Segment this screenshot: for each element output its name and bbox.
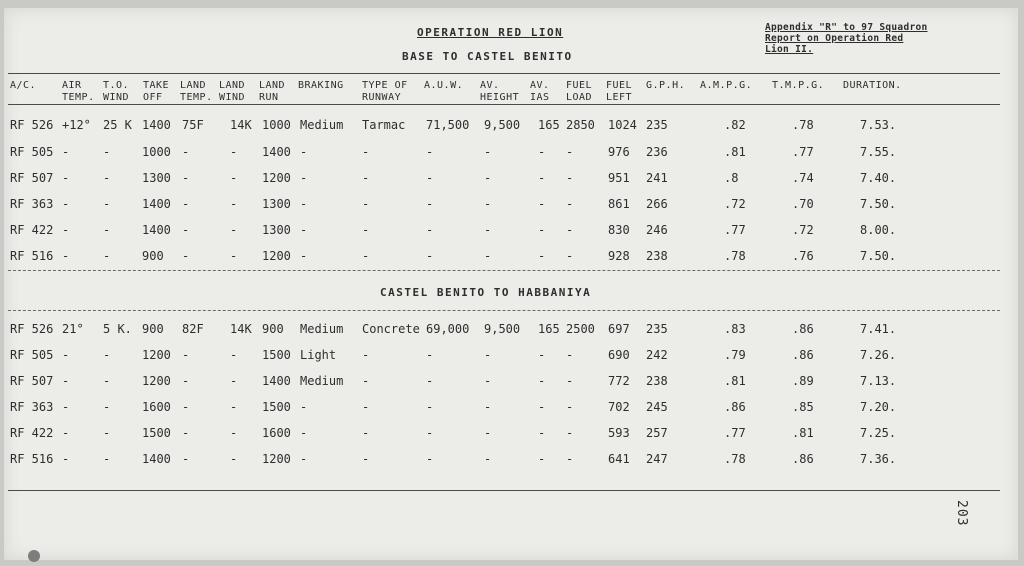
column-header-line-2: RUNWAY <box>362 92 402 103</box>
column-header <box>646 80 685 92</box>
column-header-line-1: TAKE <box>143 80 170 91</box>
table-cell: - <box>62 249 70 263</box>
column-header <box>700 80 752 92</box>
table-cell: RF 516 <box>10 249 54 263</box>
table-cell: - <box>103 171 111 185</box>
table-cell: 1400 <box>262 374 291 388</box>
table-cell: - <box>182 400 190 414</box>
table-cell: - <box>362 197 370 211</box>
table-cell: - <box>62 145 70 159</box>
table-cell: - <box>538 171 546 185</box>
table-cell: 165 <box>538 118 560 132</box>
page-number: 203 <box>954 500 969 527</box>
table-cell: .86 <box>724 400 746 414</box>
table-cell: .81 <box>792 426 814 440</box>
column-header <box>566 80 592 104</box>
header-bottom-rule <box>8 104 1000 105</box>
table-cell: - <box>103 223 111 237</box>
table-cell: - <box>300 171 308 185</box>
table-cell: 2500 <box>566 322 595 336</box>
section-heading-2: CASTEL BENITO TO HABBANIYA <box>380 286 592 299</box>
table-cell: 7.55. <box>860 145 897 159</box>
table-cell: 5 K. <box>103 322 132 336</box>
table-cell: - <box>300 426 308 440</box>
table-cell: 7.40. <box>860 171 897 185</box>
table-cell: - <box>362 400 370 414</box>
column-header <box>62 80 95 104</box>
table-cell: 257 <box>646 426 668 440</box>
column-header-line-2: LEFT <box>606 92 633 103</box>
table-cell: Light <box>300 348 337 362</box>
table-cell: .78 <box>724 249 746 263</box>
table-cell: - <box>484 223 492 237</box>
table-cell: - <box>62 426 70 440</box>
table-cell: 1500 <box>262 400 291 414</box>
table-cell: - <box>182 223 190 237</box>
table-cell: - <box>566 374 574 388</box>
column-header-line-1: A/C. <box>10 80 37 91</box>
table-cell: - <box>566 348 574 362</box>
table-cell: 1300 <box>142 171 171 185</box>
table-cell: - <box>62 400 70 414</box>
table-cell: - <box>426 171 434 185</box>
table-cell: .78 <box>792 118 814 132</box>
table-cell: 1200 <box>142 348 171 362</box>
column-header-line-1: BRAKING <box>298 80 344 91</box>
table-cell: 7.20. <box>860 400 897 414</box>
table-cell: - <box>230 426 238 440</box>
table-cell: - <box>182 348 190 362</box>
table-cell: 772 <box>608 374 630 388</box>
column-header-line-2: TEMP. <box>62 92 95 103</box>
table-cell: - <box>300 452 308 466</box>
table-cell: 1000 <box>142 145 171 159</box>
table-cell: 9,500 <box>484 322 521 336</box>
table-cell: 7.26. <box>860 348 897 362</box>
table-cell: - <box>362 145 370 159</box>
table-cell: .78 <box>724 452 746 466</box>
table-cell: 1400 <box>142 197 171 211</box>
table-cell: - <box>182 374 190 388</box>
table-cell: - <box>230 145 238 159</box>
table-cell: 266 <box>646 197 668 211</box>
table-cell: - <box>426 374 434 388</box>
table-cell: - <box>230 452 238 466</box>
column-header <box>772 80 824 92</box>
column-header <box>530 80 550 104</box>
table-cell: 1300 <box>262 197 291 211</box>
table-cell: 1600 <box>262 426 291 440</box>
table-cell: - <box>538 249 546 263</box>
table-cell: - <box>103 348 111 362</box>
table-cell: - <box>62 452 70 466</box>
table-cell: .77 <box>724 223 746 237</box>
table-cell: 238 <box>646 374 668 388</box>
table-cell: 71,500 <box>426 118 470 132</box>
table-cell: - <box>103 374 111 388</box>
table-cell: - <box>538 374 546 388</box>
table-cell: - <box>230 171 238 185</box>
table-cell: 14K <box>230 322 252 336</box>
column-header-line-1: TYPE OF <box>362 80 408 91</box>
table-cell: 830 <box>608 223 630 237</box>
table-cell: .89 <box>792 374 814 388</box>
column-header <box>103 80 129 104</box>
column-header-line-1: LAND <box>180 80 207 91</box>
table-cell: 7.25. <box>860 426 897 440</box>
table-cell: 7.41. <box>860 322 897 336</box>
table-cell: - <box>182 171 190 185</box>
table-cell: 1500 <box>262 348 291 362</box>
table-cell: .72 <box>724 197 746 211</box>
table-cell: .77 <box>792 145 814 159</box>
table-cell: .8 <box>724 171 739 185</box>
column-header-line-2: WIND <box>219 92 246 103</box>
table-cell: .86 <box>792 322 814 336</box>
table-cell: - <box>538 197 546 211</box>
table-cell: 702 <box>608 400 630 414</box>
table-cell: 861 <box>608 197 630 211</box>
column-header-line-2: OFF <box>143 92 163 103</box>
table-cell: 1200 <box>262 171 291 185</box>
table-cell: - <box>362 348 370 362</box>
table-cell: 235 <box>646 322 668 336</box>
table-cell: RF 363 <box>10 197 54 211</box>
table-cell: - <box>566 197 574 211</box>
table-cell: - <box>300 223 308 237</box>
table-cell: .76 <box>792 249 814 263</box>
table-cell: 69,000 <box>426 322 470 336</box>
table-cell: - <box>484 374 492 388</box>
column-header-line-1: FUEL <box>566 80 593 91</box>
table-cell: - <box>538 426 546 440</box>
column-header-line-1: AV. <box>530 80 550 91</box>
table-cell: 1400 <box>262 145 291 159</box>
table-cell: RF 422 <box>10 426 54 440</box>
column-header <box>606 80 632 104</box>
document-title: OPERATION RED LION <box>417 26 564 39</box>
table-cell: 245 <box>646 400 668 414</box>
table-cell: 690 <box>608 348 630 362</box>
table-cell: 2850 <box>566 118 595 132</box>
table-cell: +12° <box>62 118 91 132</box>
column-header <box>143 80 169 104</box>
table-cell: - <box>103 145 111 159</box>
table-cell: .77 <box>724 426 746 440</box>
column-header-line-1: LAND <box>259 80 286 91</box>
table-cell: RF 505 <box>10 348 54 362</box>
table-cell: - <box>362 171 370 185</box>
table-cell: 14K <box>230 118 252 132</box>
column-header-line-1: FUEL <box>606 80 633 91</box>
table-cell: 241 <box>646 171 668 185</box>
table-cell: - <box>182 426 190 440</box>
table-cell: - <box>103 249 111 263</box>
table-cell: 8.00. <box>860 223 897 237</box>
table-cell: - <box>62 197 70 211</box>
table-cell: - <box>362 452 370 466</box>
table-cell: .70 <box>792 197 814 211</box>
table-cell: .81 <box>724 374 746 388</box>
table-cell: - <box>426 400 434 414</box>
table-cell: - <box>362 223 370 237</box>
table-cell: 593 <box>608 426 630 440</box>
table-cell: - <box>566 400 574 414</box>
table-cell: 75F <box>182 118 204 132</box>
table-cell: - <box>62 223 70 237</box>
column-header-line-2: LOAD <box>566 92 593 103</box>
column-header-line-1: G.P.H. <box>646 80 686 91</box>
table-cell: - <box>426 197 434 211</box>
table-cell: - <box>103 197 111 211</box>
table-cell: 238 <box>646 249 668 263</box>
table-cell: .72 <box>792 223 814 237</box>
table-cell: - <box>300 197 308 211</box>
table-cell: - <box>484 249 492 263</box>
table-cell: - <box>538 400 546 414</box>
column-header-line-2: RUN <box>259 92 279 103</box>
column-header-line-2: WIND <box>103 92 130 103</box>
section-heading-rule <box>8 310 1000 311</box>
table-cell: .79 <box>724 348 746 362</box>
table-cell: .86 <box>792 348 814 362</box>
table-cell: 1500 <box>142 426 171 440</box>
table-cell: .81 <box>724 145 746 159</box>
table-cell: Medium <box>300 118 344 132</box>
table-cell: 1200 <box>262 249 291 263</box>
table-cell: - <box>426 223 434 237</box>
table-cell: - <box>230 348 238 362</box>
table-cell: - <box>182 249 190 263</box>
table-cell: - <box>300 249 308 263</box>
table-cell: - <box>230 249 238 263</box>
column-header-line-2: HEIGHT <box>480 92 520 103</box>
table-cell: - <box>426 249 434 263</box>
column-header <box>259 80 285 104</box>
table-cell: 976 <box>608 145 630 159</box>
table-cell: 1024 <box>608 118 637 132</box>
table-cell: - <box>484 426 492 440</box>
column-header-line-1: LAND <box>219 80 246 91</box>
appendix-line-2: Report on Operation Red <box>765 33 904 44</box>
table-cell: .83 <box>724 322 746 336</box>
appendix-line-3: Lion II. <box>765 44 814 55</box>
table-cell: 247 <box>646 452 668 466</box>
table-cell: - <box>300 400 308 414</box>
table-cell: .85 <box>792 400 814 414</box>
table-cell: - <box>62 171 70 185</box>
table-cell: - <box>566 426 574 440</box>
column-header <box>180 80 213 104</box>
table-cell: 900 <box>142 322 164 336</box>
table-cell: 1200 <box>262 452 291 466</box>
column-header <box>362 80 408 104</box>
table-cell: - <box>230 374 238 388</box>
table-cell: 697 <box>608 322 630 336</box>
table-cell: - <box>484 145 492 159</box>
table-cell: 246 <box>646 223 668 237</box>
table-cell: - <box>230 223 238 237</box>
table-cell: 235 <box>646 118 668 132</box>
table-cell: - <box>566 223 574 237</box>
table-cell: 236 <box>646 145 668 159</box>
column-header-line-1: T.M.P.G. <box>772 80 825 91</box>
table-cell: - <box>182 145 190 159</box>
table-cell: 900 <box>262 322 284 336</box>
table-cell: - <box>230 400 238 414</box>
table-cell: 928 <box>608 249 630 263</box>
table-cell: Medium <box>300 322 344 336</box>
table-cell: 641 <box>608 452 630 466</box>
table-cell: RF 526 <box>10 322 54 336</box>
table-cell: - <box>426 145 434 159</box>
table-cell: - <box>566 249 574 263</box>
table-cell: - <box>484 197 492 211</box>
punch-hole <box>28 550 40 562</box>
column-header-line-1: DURATION. <box>843 80 902 91</box>
column-header <box>298 80 344 92</box>
table-cell: RF 505 <box>10 145 54 159</box>
table-cell: .86 <box>792 452 814 466</box>
table-cell: - <box>426 452 434 466</box>
header-top-rule <box>8 73 1000 74</box>
column-header <box>10 80 36 92</box>
table-cell: 1000 <box>262 118 291 132</box>
table-cell: RF 507 <box>10 171 54 185</box>
table-cell: 7.50. <box>860 249 897 263</box>
table-cell: 1600 <box>142 400 171 414</box>
table-bottom-rule <box>8 490 1000 491</box>
column-header-line-1: AV. <box>480 80 500 91</box>
table-cell: 1200 <box>142 374 171 388</box>
table-cell: - <box>62 348 70 362</box>
table-cell: - <box>103 400 111 414</box>
table-cell: - <box>538 452 546 466</box>
table-cell: - <box>103 426 111 440</box>
table-cell: - <box>566 452 574 466</box>
table-cell: - <box>484 452 492 466</box>
column-header-line-1: A.M.P.G. <box>700 80 753 91</box>
table-cell: - <box>484 348 492 362</box>
table-cell: - <box>182 197 190 211</box>
table-cell: - <box>362 374 370 388</box>
column-header <box>480 80 519 104</box>
table-cell: 7.13. <box>860 374 897 388</box>
table-cell: - <box>103 452 111 466</box>
section-heading-1: BASE TO CASTEL BENITO <box>402 50 573 63</box>
column-header <box>424 80 463 92</box>
table-cell: - <box>182 452 190 466</box>
table-cell: 1300 <box>262 223 291 237</box>
table-cell: .74 <box>792 171 814 185</box>
section-divider <box>8 270 1000 271</box>
column-header-line-1: AIR <box>62 80 82 91</box>
column-header <box>843 80 902 92</box>
table-cell: 25 K <box>103 118 132 132</box>
table-cell: 242 <box>646 348 668 362</box>
table-cell: - <box>362 249 370 263</box>
column-header-line-1: A.U.W. <box>424 80 464 91</box>
table-cell: 21° <box>62 322 84 336</box>
table-cell: 165 <box>538 322 560 336</box>
table-cell: - <box>62 374 70 388</box>
table-cell: 1400 <box>142 118 171 132</box>
table-cell: 7.53. <box>860 118 897 132</box>
table-cell: - <box>484 400 492 414</box>
table-cell: - <box>230 197 238 211</box>
table-cell: 951 <box>608 171 630 185</box>
table-cell: Medium <box>300 374 344 388</box>
table-cell: - <box>426 348 434 362</box>
table-cell: - <box>300 145 308 159</box>
table-cell: RF 516 <box>10 452 54 466</box>
table-cell: - <box>566 171 574 185</box>
table-cell: RF 526 <box>10 118 54 132</box>
table-cell: RF 422 <box>10 223 54 237</box>
table-cell: - <box>538 348 546 362</box>
table-cell: RF 507 <box>10 374 54 388</box>
table-cell: 1400 <box>142 452 171 466</box>
appendix-line-1: Appendix "R" to 97 Squadron <box>765 22 928 33</box>
column-header-line-2: IAS <box>530 92 550 103</box>
table-cell: Tarmac <box>362 118 406 132</box>
column-header <box>219 80 245 104</box>
table-cell: .82 <box>724 118 746 132</box>
table-cell: - <box>566 145 574 159</box>
table-cell: - <box>426 426 434 440</box>
table-cell: - <box>538 145 546 159</box>
table-cell: 900 <box>142 249 164 263</box>
column-header-line-2: TEMP. <box>180 92 213 103</box>
table-cell: 9,500 <box>484 118 521 132</box>
table-cell: 7.36. <box>860 452 897 466</box>
table-cell: 7.50. <box>860 197 897 211</box>
table-cell: - <box>484 171 492 185</box>
column-header-line-1: T.O. <box>103 80 130 91</box>
table-cell: - <box>362 426 370 440</box>
table-cell: RF 363 <box>10 400 54 414</box>
table-cell: Concrete <box>362 322 420 336</box>
table-cell: 1400 <box>142 223 171 237</box>
table-cell: 82F <box>182 322 204 336</box>
table-cell: - <box>538 223 546 237</box>
